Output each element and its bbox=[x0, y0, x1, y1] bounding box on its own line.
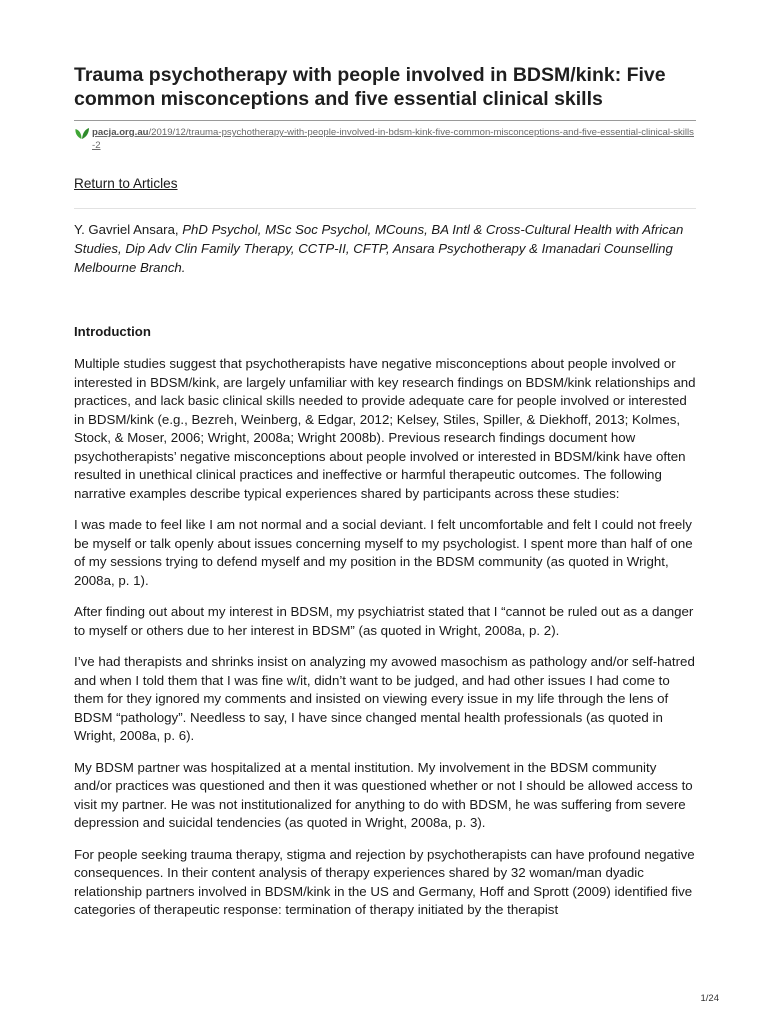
page-number: 1/24 bbox=[700, 993, 719, 1004]
article-page bbox=[74, 64, 696, 920]
author-credentials: PhD Psychol, MSc Soc Psychol, MCouns, BA Intl & Cross-Cultural Health with African Studies, Dip Adv Clin Family Therapy, CCTP-II, CFTP, Ansara Psychotherapy & Imanadari Counselling Melbourne Branch. bbox=[74, 222, 684, 275]
author-divider bbox=[74, 208, 696, 209]
source-url-link[interactable] bbox=[92, 126, 696, 152]
green-leaf-icon bbox=[74, 126, 90, 140]
section-heading-introduction: Introduction bbox=[74, 324, 151, 340]
source-domain: pacja.org.au bbox=[92, 127, 149, 138]
body-paragraph: Multiple studies suggest that psychotherapists have negative misconceptions about people involved or interested in BDSM/kink, are largely unfamiliar with key research findings on BDSM/kink relationships and practices, and lack basic clinical skills needed to provide adequate care for people involved or interested in BDSM/kink (e.g., Bezreh, Weinberg, & Edgar, 2012; Kelsey, Stiles, Spiller, & Diekhoff, 2013; Kolmes, Stock, & Moser, 2006; Wright, 2008a; Wright 2008b). Previous research findings document how psychotherapists’ negative misconceptions about people involved or interested in BDSM/kink have often resulted in unethical clinical practices and ineffective or harmful therapeutic outcomes. The following narrative examples describe typical experiences shared by participants across these studies: bbox=[74, 356, 696, 501]
author-name: Y. Gavriel Ansara, bbox=[74, 222, 183, 237]
author-block bbox=[74, 221, 696, 277]
source-path: /2019/12/trauma-psychotherapy-with-people-involved-in-bdsm-kink-five-common-misconceptions-and-five-essential-clinical-skills-2 bbox=[92, 127, 694, 151]
quote-paragraph: I’ve had therapists and shrinks insist on analyzing my avowed masochism as pathology and/or self-hatred and when I told them that I was fine w/it, didn’t want to be judged, and had other issues I had come to them for they ignored my comments and insisted on viewing every issue in my life through the lens of BDSM “pathology”. Needless to say, I have since changed mental health professionals (as quoted in Wright, 2008a, p. 6). bbox=[74, 654, 695, 744]
quote-paragraph: After finding out about my interest in BDSM, my psychiatrist stated that I “cannot be ruled out as a danger to myself or others due to her interest in BDSM” (as quoted in Wright, 2008a, p. 2). bbox=[74, 604, 694, 638]
quote-paragraph: My BDSM partner was hospitalized at a mental institution. My involvement in the BDSM community and/or practices was questioned and then it was questioned whether or not I should be allowed access to visit my partner. He was not institutionalized for anything to do with BDSM, he was suffering from severe depression and suicidal tendencies (as quoted in Wright, 2008a, p. 3). bbox=[74, 759, 693, 831]
return-to-articles-link[interactable]: Return to Articles bbox=[74, 176, 178, 191]
source-url-row bbox=[74, 126, 696, 152]
body-paragraph: For people seeking trauma therapy, stigma and rejection by psychotherapists can have profound negative consequences. In their content analysis of therapy experiences shared by 32 woman/man dyadic relationship partners involved in BDSM/kink in the US and Germany, Hoff and Sprott (2009) identified five categories of therapeutic response: termination of therapy initiated by the therapist bbox=[74, 846, 695, 918]
article-title: Trauma psychotherapy with people involved in BDSM/kink: Five common misconceptions and five essential clinical skills bbox=[74, 64, 666, 110]
title-divider bbox=[74, 120, 696, 121]
quote-paragraph: I was made to feel like I am not normal and a social deviant. I felt uncomfortable and felt I could not freely be myself or talk openly about issues concerning myself to my psychologist. I spent more than half of one of my sessions trying to defend myself and my position in the BDSM community (as quoted in Wright, 2008a, p. 1). bbox=[74, 517, 693, 588]
